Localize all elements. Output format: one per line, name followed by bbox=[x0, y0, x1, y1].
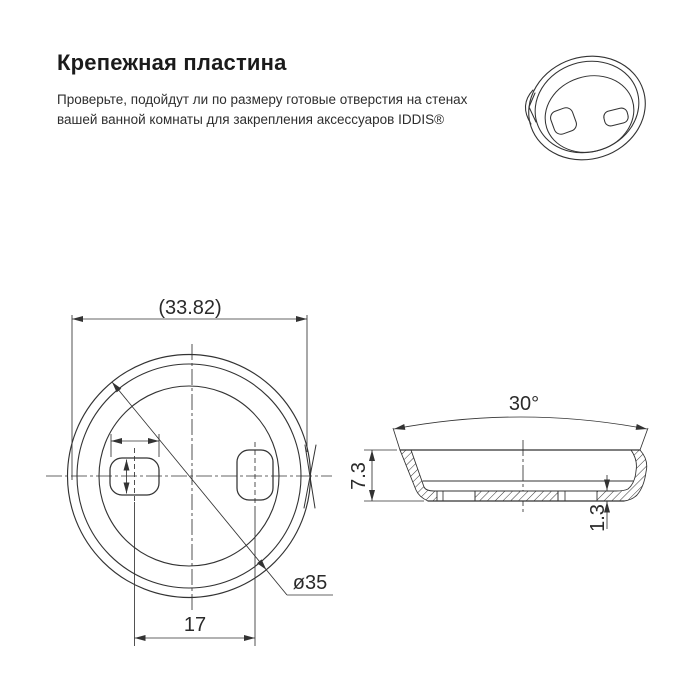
dimension-hole-spacing bbox=[135, 502, 256, 646]
illustration-slot-left bbox=[549, 106, 579, 136]
side-view bbox=[348, 393, 648, 532]
flat-spot-mark bbox=[304, 445, 316, 508]
section-right-wall bbox=[597, 450, 647, 501]
dimension-slot-width bbox=[111, 434, 159, 457]
page-title: Крепежная пластина bbox=[57, 50, 287, 75]
angle-arc bbox=[394, 417, 647, 429]
illustration-inner-rim bbox=[523, 48, 651, 166]
angle-label: 30° bbox=[508, 393, 540, 415]
hole-spacing-label: 17 bbox=[183, 614, 207, 636]
extension-line bbox=[111, 434, 159, 457]
angle-extension-line bbox=[393, 428, 648, 450]
diameter-label: ø35 bbox=[292, 572, 328, 594]
description-line-1: Проверьте, подойдут ли по размеру готовые отверстия на стенах bbox=[57, 92, 468, 107]
product-illustration bbox=[515, 41, 659, 174]
description-line-2: вашей ванной комнаты для закрепления аксессуаров IDDIS® bbox=[57, 112, 445, 128]
overall-width-label: (33.82) bbox=[158, 297, 222, 319]
section-bottom-band bbox=[475, 491, 558, 501]
front-view bbox=[46, 297, 333, 646]
dimension-bottom-thickness bbox=[587, 475, 609, 532]
illustration-slot-right bbox=[603, 107, 630, 127]
height-label: 7.3 bbox=[348, 462, 370, 490]
section-left-wall bbox=[400, 450, 437, 501]
illustration-notch bbox=[525, 90, 536, 124]
dimension-angle bbox=[393, 393, 648, 450]
dimension-overall-width bbox=[72, 297, 307, 480]
bottom-thickness-label: 1.3 bbox=[587, 504, 609, 532]
